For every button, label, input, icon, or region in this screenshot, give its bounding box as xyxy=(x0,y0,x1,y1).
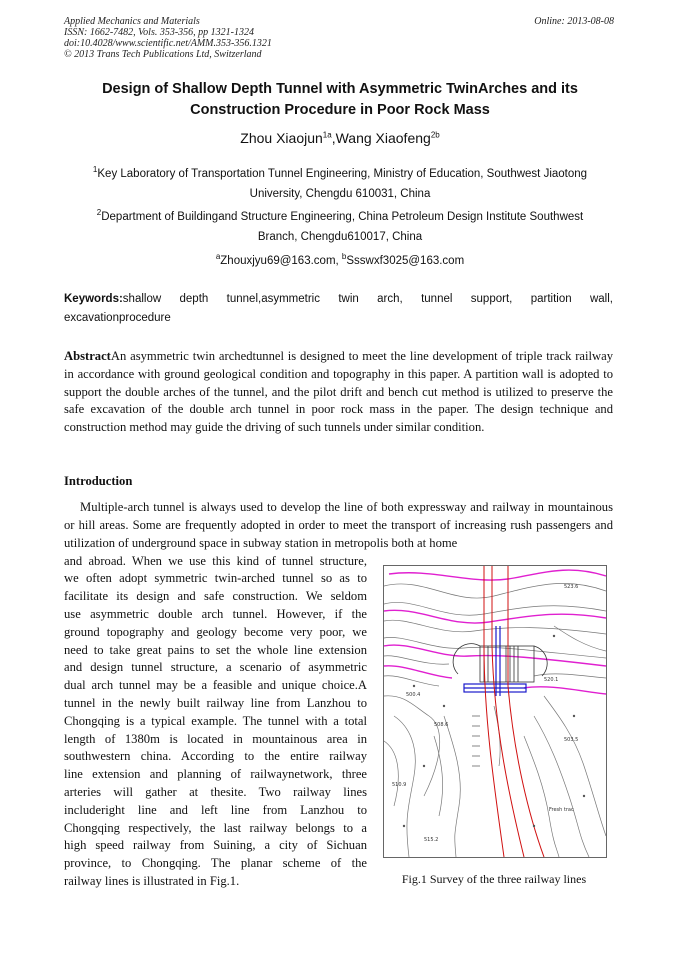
abstract xyxy=(64,348,613,437)
author-1-sup: 1a xyxy=(322,130,332,140)
aff1-line-1: Key Laboratory of Transportation Tunnel Engineering, Ministry of Education, Southwest Jiaotong xyxy=(97,168,588,180)
aff2-line-2: Branch, Chengdu610017, China xyxy=(257,231,423,243)
issn-line: ISSN: 1662-7482, Vols. 353-356, pp 1321-1324 xyxy=(64,27,254,38)
email-a-sup: a xyxy=(215,252,221,262)
map-label-fresh-track: Fresh trac xyxy=(549,807,574,813)
title-line-1: Design of Shallow Depth Tunnel with Asymmetric TwinArches and its xyxy=(102,81,578,97)
email-b: Ssswxf3025@163.com xyxy=(346,255,465,267)
intro-column-line: facilitate its design and safe construction. We seldom xyxy=(64,589,367,604)
intro-column-line: southwestern china. According to the entire railway xyxy=(64,749,367,764)
aff2-sup: 2 xyxy=(96,208,102,218)
emails xyxy=(60,251,620,271)
keywords-label: Keywords: xyxy=(64,293,123,305)
map-label-elev-7: 520.1 xyxy=(544,677,559,683)
author-2-sup: 2b xyxy=(430,130,440,140)
intro-column-line: arteries will gather at thesite. Two railway lines xyxy=(64,784,367,799)
intro-column-line: line extension and planning of railwaynetwork, three xyxy=(64,767,367,782)
intro-column-line: dual arch tunnel may be a feasible and unique choice.A xyxy=(64,678,367,693)
intro-column-line: tunnel in the newly built railway line from Lanzhou to xyxy=(64,695,367,710)
intro-column-line: Chongqing is a typical example. The tunnel with a total xyxy=(64,713,367,728)
map-label-elev-2: 500.4 xyxy=(406,692,421,698)
email-b-sup: b xyxy=(341,252,347,262)
keywords-line-1 xyxy=(64,290,613,309)
journal-name: Applied Mechanics and Materials xyxy=(64,16,200,27)
intro-column-line: ground topography and geology become very poor, we xyxy=(64,624,367,639)
aff1-line-2: University, Chengdu 610031, China xyxy=(249,188,431,200)
map-label-elev-6: 503.5 xyxy=(564,737,579,743)
author-separator: , xyxy=(331,130,336,146)
intro-paragraph-full: Multiple-arch tunnel is always used to develop the line of both expressway and railway in mountainous or hill areas. Some are frequently adopted in order to meet the transport of increasing rush passengers and utilization of underground space in subway station in metropolis both at home xyxy=(64,500,613,550)
intro-column-line: and abroad. When we use this kind of tunnel structure, xyxy=(64,553,367,568)
intro-column-line: high speed railway from Suining, a city of Sichuan xyxy=(64,838,367,853)
abstract-label: Abstract xyxy=(64,349,111,363)
intro-column-line: and design tunnel structure, a scenario of asymmetric xyxy=(64,660,367,675)
railway-survey-figure xyxy=(383,565,607,858)
map-label-elev-4: 510.9 xyxy=(392,782,407,788)
intro-column-line: length of 1380m is located in mountainous area in xyxy=(64,731,367,746)
intro-column-line: includeright line and left line from Lanzhou to xyxy=(64,802,367,817)
intro-column-line: we often adopt symmetric twin-arched tunnel so as to xyxy=(64,571,367,586)
aff2-line-1: Department of Buildingand Structure Engineering, China Petroleum Design Institute Southwest xyxy=(101,211,584,223)
map-label-elev-1: 523.6 xyxy=(564,584,579,590)
author-2: Wang Xiaofeng xyxy=(335,130,431,146)
intro-column-line: need to take great pains to set the whole line extension xyxy=(64,642,367,657)
keywords-line-2: excavationprocedure xyxy=(64,312,171,324)
affiliation-1 xyxy=(60,164,620,204)
paper-title xyxy=(40,79,640,121)
online-date: Online: 2013-08-08 xyxy=(534,16,614,27)
intro-column-line: use asymmetric double arch tunnel. However, if the xyxy=(64,606,367,621)
intro-column-line: Chongqing respectively, the last railway belongs to a xyxy=(64,820,367,835)
doi-line: doi:10.4028/www.scientific.net/AMM.353-356.1321 xyxy=(64,38,272,49)
email-a: Zhouxjyu69@163.com, xyxy=(220,255,342,267)
copyright-line: © 2013 Trans Tech Publications Ltd, Switzerland xyxy=(64,49,262,60)
contour-map xyxy=(384,566,606,857)
map-label-elev-3: 508.6 xyxy=(434,722,449,728)
author-list xyxy=(40,130,640,146)
affiliation-2 xyxy=(60,207,620,247)
intro-column-line: railway lines is illustrated in Fig.1. xyxy=(64,873,240,888)
intro-column-line: province, to Chongqing. The planar scheme of the xyxy=(64,856,367,871)
abstract-text: An asymmetric twin archedtunnel is designed to meet the line development of triple track railway in accordance with ground geological condition and topography in this paper. A partition wall is adopted to support the double arches of the tunnel, and the pilot drift and bench cut method is utilized to preserve the safe excavation of the double arch tunnel in poor rock mass in the paper. The design technique and construction method may guide the driving of such tunnels under similar condition. xyxy=(64,349,613,435)
figure-caption: Fig.1 Survey of the three railway lines xyxy=(401,872,587,886)
map-label-elev-5: 515.2 xyxy=(424,837,439,843)
title-line-2: Construction Procedure in Poor Rock Mass xyxy=(190,102,490,118)
introduction-heading: Introduction xyxy=(64,474,133,488)
aff1-sup: 1 xyxy=(92,165,98,175)
keywords-text-1: shallow depth tunnel,asymmetric twin arch, tunnel support, partition wall, xyxy=(122,293,613,305)
author-1: Zhou Xiaojun xyxy=(240,130,323,146)
